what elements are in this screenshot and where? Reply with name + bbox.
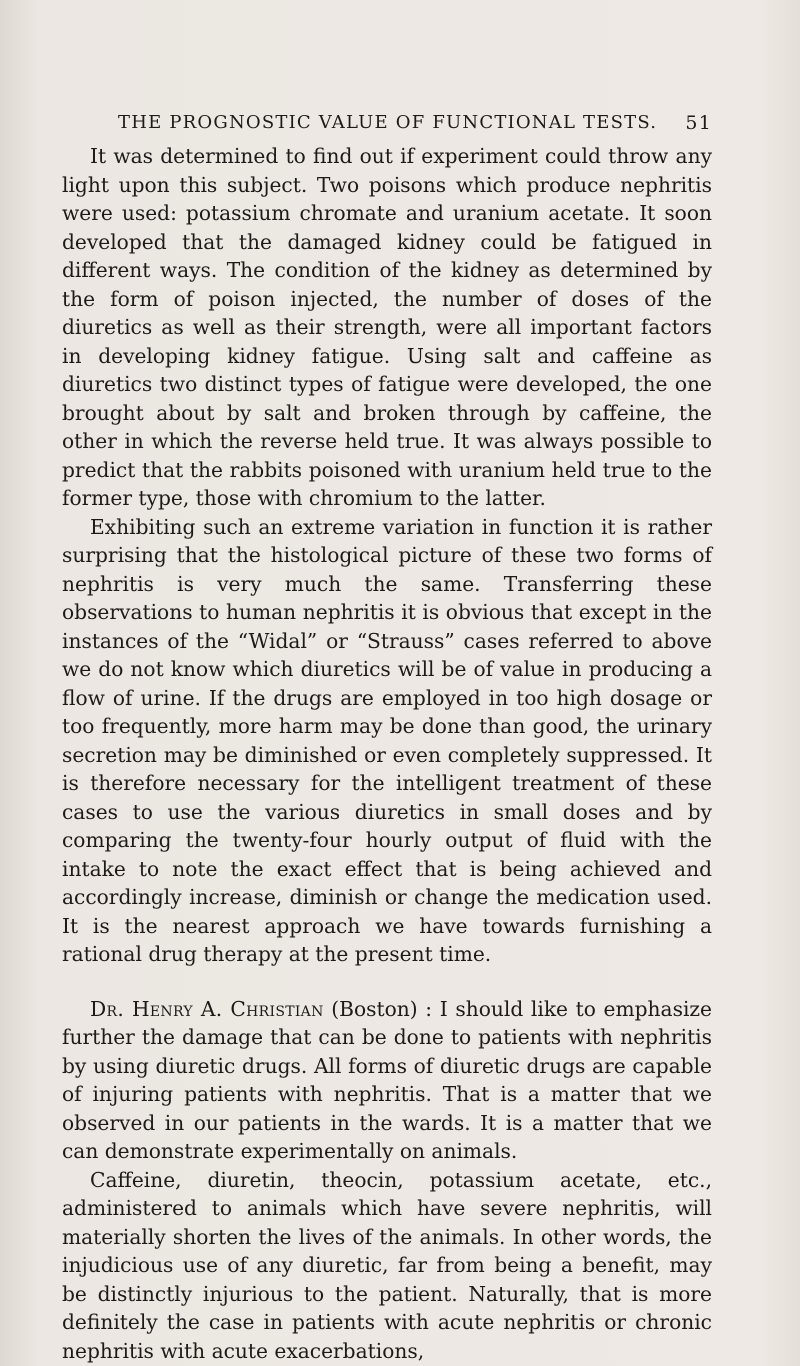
paragraph-christian bbox=[62, 995, 712, 1166]
speaker-location: (Boston) : bbox=[323, 996, 440, 1021]
paragraph-experiment: It was determined to find out if experiment could throw any light upon this subject. Two poisons which produce nephritis were used: potassium chromate and uranium acetate. It soon developed that the damaged kidney could be fatigued in different ways. The condition of the kidney as determined by the form of poison injected, the number of doses of the diuretics as well as their strength, were all important factors in developing kidney fatigue. Using salt and caffeine as diuretics two distinct types of fatigue were developed, the one brought about by salt and broken through by caffeine, the other in which the reverse held true. It was always possible to predict that the rabbits poisoned with uranium held true to the former type, those with chromium to the latter. bbox=[62, 144, 712, 510]
page-number: 51 bbox=[685, 112, 712, 134]
running-title: THE PROGNOSTIC VALUE OF FUNCTIONAL TESTS. bbox=[118, 112, 658, 133]
body-text bbox=[62, 142, 712, 1365]
paragraph-caffeine: Caffeine, diuretin, theocin, potassium acetate, etc., administered to animals which have severe nephritis, will materially shorten the lives of the animals. In other words, the injudicious use of any diuretic, far from being a benefit, may be distinctly injurious to the patient. Naturally, that is more definitely the case in patients with acute nephritis or chronic nephritis with acute exacerbations, bbox=[62, 1167, 712, 1363]
running-head bbox=[112, 112, 712, 134]
paragraph-variation: Exhibiting such an extreme variation in function it is rather surprising that the histological picture of these two forms of nephritis is very much the same. Transferring these observations to human nephritis it is obvious that except in the instances of the “Widal” or “Strauss” cases referred to above we do not know which diuretics will be of value in producing a flow of urine. If the drugs are employed in too high dosage or too frequently, more harm may be done than good, the urinary secretion may be diminished or even completely suppressed. It is therefore necessary for the intelligent treatment of these cases to use the various diuretics in small doses and by comparing the twenty-four hourly output of fluid with the intake to note the exact effect that is being achieved and accordingly increase, diminish or change the medication used. It is the nearest approach we have towards furnishing a rational drug therapy at the present time. bbox=[62, 514, 712, 966]
paragraph-christian-text: I should like to emphasize further the damage that can be done to patients with nephritis by using diuretic drugs. All forms of diuretic drugs are capable of injuring patients with nephritis. That is a matter that we observed in our patients in the wards. It is a matter that we can demonstrate experimentally on animals. bbox=[62, 996, 712, 1163]
speaker-name: Dr. Henry A. Christian bbox=[90, 996, 324, 1021]
